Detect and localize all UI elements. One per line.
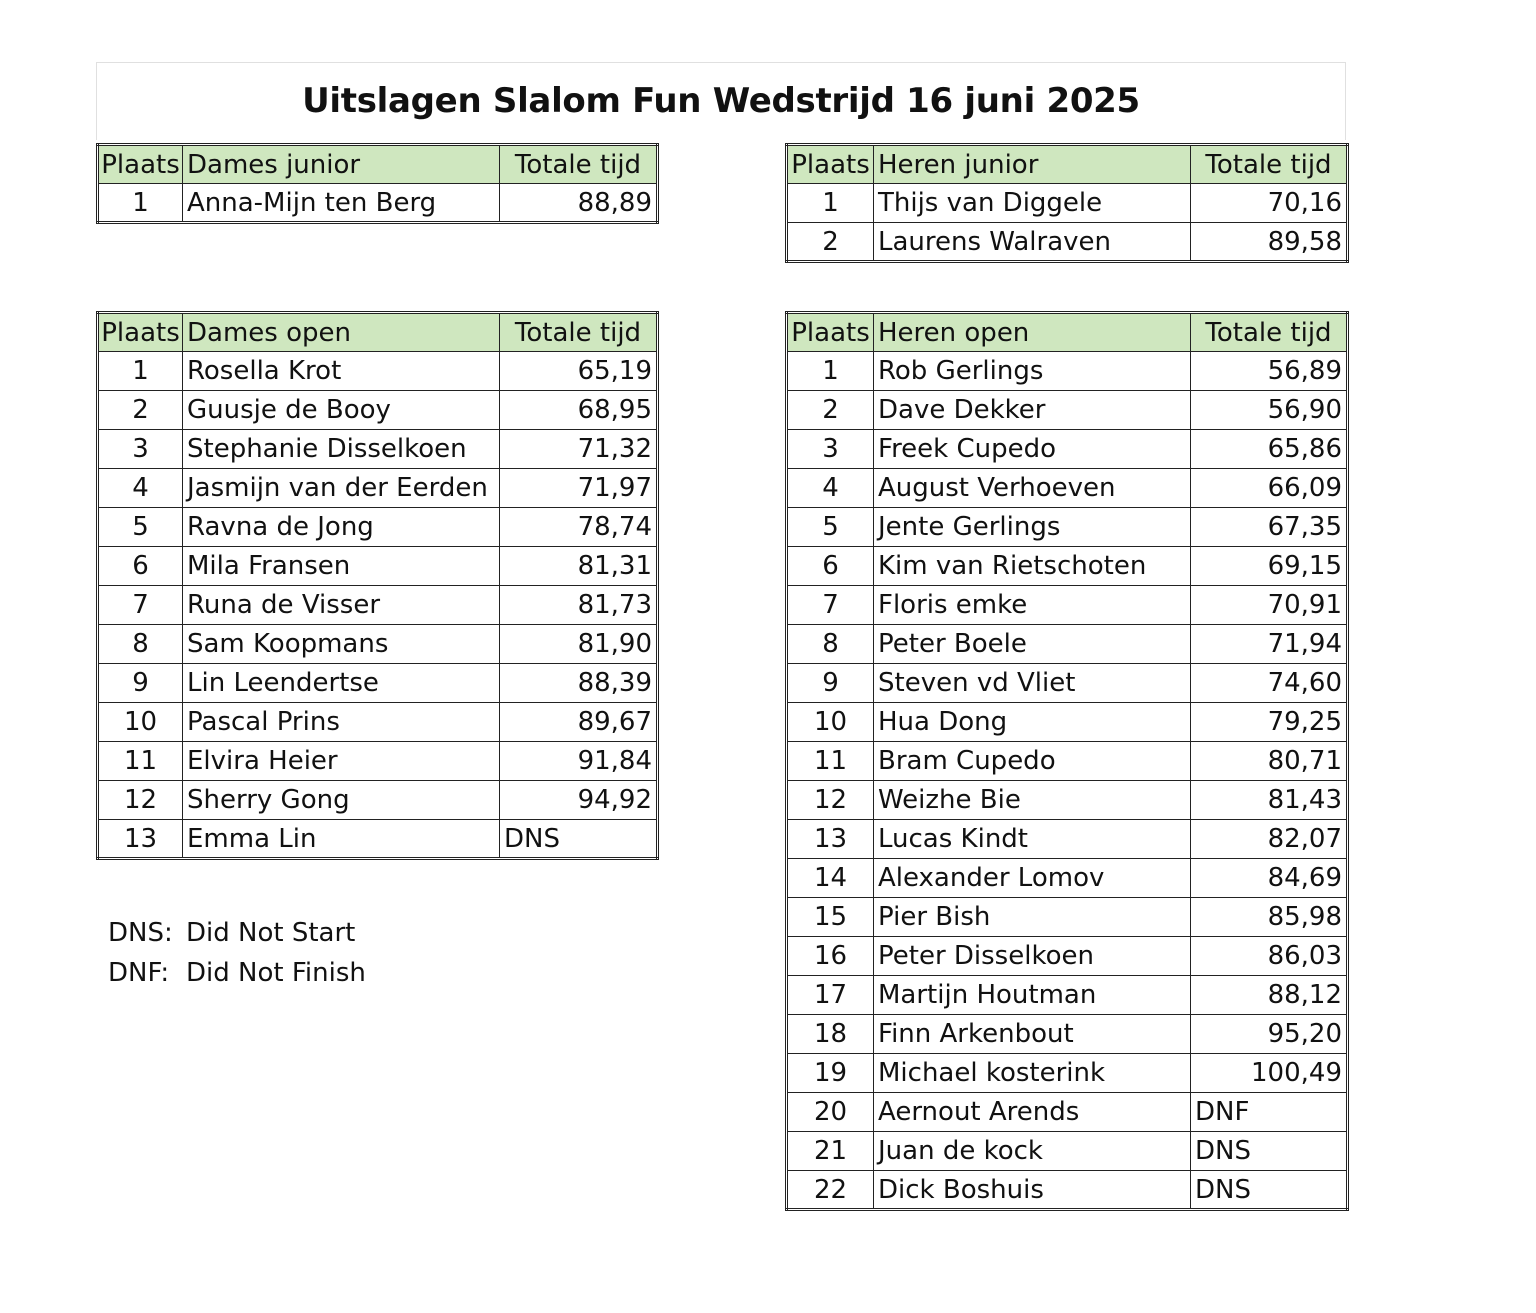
time-cell: 100,49 <box>1191 1054 1348 1093</box>
place-cell: 21 <box>787 1132 874 1171</box>
time-cell: 79,25 <box>1191 703 1348 742</box>
time-cell: 56,90 <box>1191 391 1348 430</box>
place-cell: 4 <box>787 469 874 508</box>
table-heren-open <box>785 311 1349 1211</box>
table-row <box>98 352 658 391</box>
table-row <box>787 703 1348 742</box>
header-row <box>787 145 1348 184</box>
time-cell: 81,31 <box>500 547 658 586</box>
table-row <box>787 1171 1348 1210</box>
name-cell: Stephanie Disselkoen <box>183 430 500 469</box>
time-cell: 95,20 <box>1191 1015 1348 1054</box>
table-row <box>787 184 1348 223</box>
place-cell: 5 <box>98 508 183 547</box>
time-cell: 89,58 <box>1191 223 1348 262</box>
name-cell: Peter Boele <box>874 625 1191 664</box>
time-cell: 71,94 <box>1191 625 1348 664</box>
name-cell: Martijn Houtman <box>874 976 1191 1015</box>
name-cell: Jente Gerlings <box>874 508 1191 547</box>
table-row <box>787 586 1348 625</box>
table-row <box>787 430 1348 469</box>
name-cell: Lucas Kindt <box>874 820 1191 859</box>
time-cell: 78,74 <box>500 508 658 547</box>
time-cell: 70,91 <box>1191 586 1348 625</box>
name-cell: Bram Cupedo <box>874 742 1191 781</box>
time-cell: DNF <box>1191 1093 1348 1132</box>
place-cell: 13 <box>787 820 874 859</box>
place-cell: 9 <box>98 664 183 703</box>
place-cell: 8 <box>98 625 183 664</box>
name-cell: Pier Bish <box>874 898 1191 937</box>
table-row <box>98 703 658 742</box>
table-row <box>787 469 1348 508</box>
header-row <box>787 313 1348 352</box>
place-cell: 2 <box>787 223 874 262</box>
name-cell: Emma Lin <box>183 820 500 859</box>
place-cell: 20 <box>787 1093 874 1132</box>
place-cell: 11 <box>787 742 874 781</box>
place-cell: 1 <box>98 352 183 391</box>
column-header-category: Heren junior <box>874 145 1191 184</box>
place-cell: 10 <box>98 703 183 742</box>
time-cell: DNS <box>1191 1132 1348 1171</box>
table-dames-junior <box>96 143 659 224</box>
column-header-category: Dames open <box>183 313 500 352</box>
name-cell: Weizhe Bie <box>874 781 1191 820</box>
table-row <box>787 937 1348 976</box>
legend-meaning: Did Not Finish <box>186 958 366 988</box>
place-cell: 12 <box>98 781 183 820</box>
time-cell: 82,07 <box>1191 820 1348 859</box>
table-row <box>98 547 658 586</box>
name-cell: Sam Koopmans <box>183 625 500 664</box>
name-cell: Sherry Gong <box>183 781 500 820</box>
column-header-category: Dames junior <box>183 145 500 184</box>
time-cell: 81,73 <box>500 586 658 625</box>
place-cell: 2 <box>787 391 874 430</box>
name-cell: Aernout Arends <box>874 1093 1191 1132</box>
name-cell: Lin Leendertse <box>183 664 500 703</box>
time-cell: 94,92 <box>500 781 658 820</box>
time-cell: 67,35 <box>1191 508 1348 547</box>
name-cell: Ravna de Jong <box>183 508 500 547</box>
time-cell: 91,84 <box>500 742 658 781</box>
time-cell: 88,12 <box>1191 976 1348 1015</box>
time-cell: DNS <box>1191 1171 1348 1210</box>
place-cell: 2 <box>98 391 183 430</box>
name-cell: Alexander Lomov <box>874 859 1191 898</box>
place-cell: 15 <box>787 898 874 937</box>
name-cell: Steven vd Vliet <box>874 664 1191 703</box>
name-cell: Juan de kock <box>874 1132 1191 1171</box>
time-cell: 88,39 <box>500 664 658 703</box>
name-cell: Laurens Walraven <box>874 223 1191 262</box>
column-header-place: Plaats <box>787 145 874 184</box>
table-row <box>787 391 1348 430</box>
legend-code: DNF: <box>108 958 170 988</box>
name-cell: Finn Arkenbout <box>874 1015 1191 1054</box>
place-cell: 4 <box>98 469 183 508</box>
table-row <box>98 781 658 820</box>
name-cell: Guusje de Booy <box>183 391 500 430</box>
legend-meaning: Did Not Start <box>186 918 356 948</box>
time-cell: 86,03 <box>1191 937 1348 976</box>
legend-dns <box>108 918 355 948</box>
name-cell: Peter Disselkoen <box>874 937 1191 976</box>
place-cell: 22 <box>787 1171 874 1210</box>
place-cell: 19 <box>787 1054 874 1093</box>
table-row <box>787 859 1348 898</box>
time-cell: 70,16 <box>1191 184 1348 223</box>
table-row <box>98 664 658 703</box>
name-cell: Rob Gerlings <box>874 352 1191 391</box>
time-cell: 71,32 <box>500 430 658 469</box>
legend-code: DNS: <box>108 918 173 948</box>
name-cell: Michael kosterink <box>874 1054 1191 1093</box>
column-header-time: Totale tijd <box>500 145 658 184</box>
name-cell: Pascal Prins <box>183 703 500 742</box>
name-cell: Elvira Heier <box>183 742 500 781</box>
place-cell: 6 <box>787 547 874 586</box>
name-cell: Hua Dong <box>874 703 1191 742</box>
table-row <box>98 508 658 547</box>
time-cell: 66,09 <box>1191 469 1348 508</box>
table-row <box>787 1132 1348 1171</box>
table-row <box>98 391 658 430</box>
name-cell: Dick Boshuis <box>874 1171 1191 1210</box>
time-cell: 84,69 <box>1191 859 1348 898</box>
time-cell: 71,97 <box>500 469 658 508</box>
table-row <box>787 820 1348 859</box>
column-header-place: Plaats <box>98 313 183 352</box>
place-cell: 17 <box>787 976 874 1015</box>
table-row <box>787 352 1348 391</box>
legend-dnf <box>108 958 366 988</box>
table-row <box>787 898 1348 937</box>
table-dames-open <box>96 311 659 860</box>
table-row <box>787 1015 1348 1054</box>
column-header-time: Totale tijd <box>1191 145 1348 184</box>
name-cell: Thijs van Diggele <box>874 184 1191 223</box>
table-row <box>787 742 1348 781</box>
place-cell: 9 <box>787 664 874 703</box>
table-heren-junior <box>785 143 1349 263</box>
name-cell: Dave Dekker <box>874 391 1191 430</box>
table-row <box>787 508 1348 547</box>
title-box <box>96 62 1346 140</box>
column-header-time: Totale tijd <box>500 313 658 352</box>
table-row <box>787 976 1348 1015</box>
time-cell: DNS <box>500 820 658 859</box>
name-cell: Anna-Mijn ten Berg <box>183 184 500 223</box>
table-row <box>98 586 658 625</box>
table-row <box>787 1093 1348 1132</box>
place-cell: 3 <box>787 430 874 469</box>
table-row <box>787 781 1348 820</box>
name-cell: Mila Fransen <box>183 547 500 586</box>
table-row <box>787 625 1348 664</box>
name-cell: Jasmijn van der Eerden <box>183 469 500 508</box>
name-cell: Runa de Visser <box>183 586 500 625</box>
page-title: Uitslagen Slalom Fun Wedstrijd 16 juni 2025 <box>302 81 1140 121</box>
place-cell: 16 <box>787 937 874 976</box>
table-row <box>787 1054 1348 1093</box>
column-header-place: Plaats <box>787 313 874 352</box>
name-cell: Rosella Krot <box>183 352 500 391</box>
time-cell: 74,60 <box>1191 664 1348 703</box>
name-cell: Freek Cupedo <box>874 430 1191 469</box>
time-cell: 85,98 <box>1191 898 1348 937</box>
time-cell: 80,71 <box>1191 742 1348 781</box>
place-cell: 7 <box>787 586 874 625</box>
place-cell: 14 <box>787 859 874 898</box>
table-row <box>98 742 658 781</box>
time-cell: 65,86 <box>1191 430 1348 469</box>
place-cell: 12 <box>787 781 874 820</box>
header-row <box>98 313 658 352</box>
column-header-place: Plaats <box>98 145 183 184</box>
place-cell: 8 <box>787 625 874 664</box>
table-row <box>98 625 658 664</box>
time-cell: 69,15 <box>1191 547 1348 586</box>
table-row <box>98 820 658 859</box>
time-cell: 68,95 <box>500 391 658 430</box>
time-cell: 81,90 <box>500 625 658 664</box>
table-row <box>787 664 1348 703</box>
time-cell: 88,89 <box>500 184 658 223</box>
place-cell: 6 <box>98 547 183 586</box>
place-cell: 7 <box>98 586 183 625</box>
place-cell: 1 <box>98 184 183 223</box>
column-header-time: Totale tijd <box>1191 313 1348 352</box>
name-cell: Floris emke <box>874 586 1191 625</box>
time-cell: 65,19 <box>500 352 658 391</box>
place-cell: 10 <box>787 703 874 742</box>
time-cell: 56,89 <box>1191 352 1348 391</box>
name-cell: Kim van Rietschoten <box>874 547 1191 586</box>
place-cell: 3 <box>98 430 183 469</box>
table-row <box>98 184 658 223</box>
column-header-category: Heren open <box>874 313 1191 352</box>
table-row <box>787 223 1348 262</box>
time-cell: 81,43 <box>1191 781 1348 820</box>
place-cell: 13 <box>98 820 183 859</box>
table-row <box>787 547 1348 586</box>
place-cell: 1 <box>787 352 874 391</box>
table-row <box>98 430 658 469</box>
place-cell: 11 <box>98 742 183 781</box>
place-cell: 1 <box>787 184 874 223</box>
place-cell: 18 <box>787 1015 874 1054</box>
time-cell: 89,67 <box>500 703 658 742</box>
table-row <box>98 469 658 508</box>
header-row <box>98 145 658 184</box>
place-cell: 5 <box>787 508 874 547</box>
name-cell: August Verhoeven <box>874 469 1191 508</box>
